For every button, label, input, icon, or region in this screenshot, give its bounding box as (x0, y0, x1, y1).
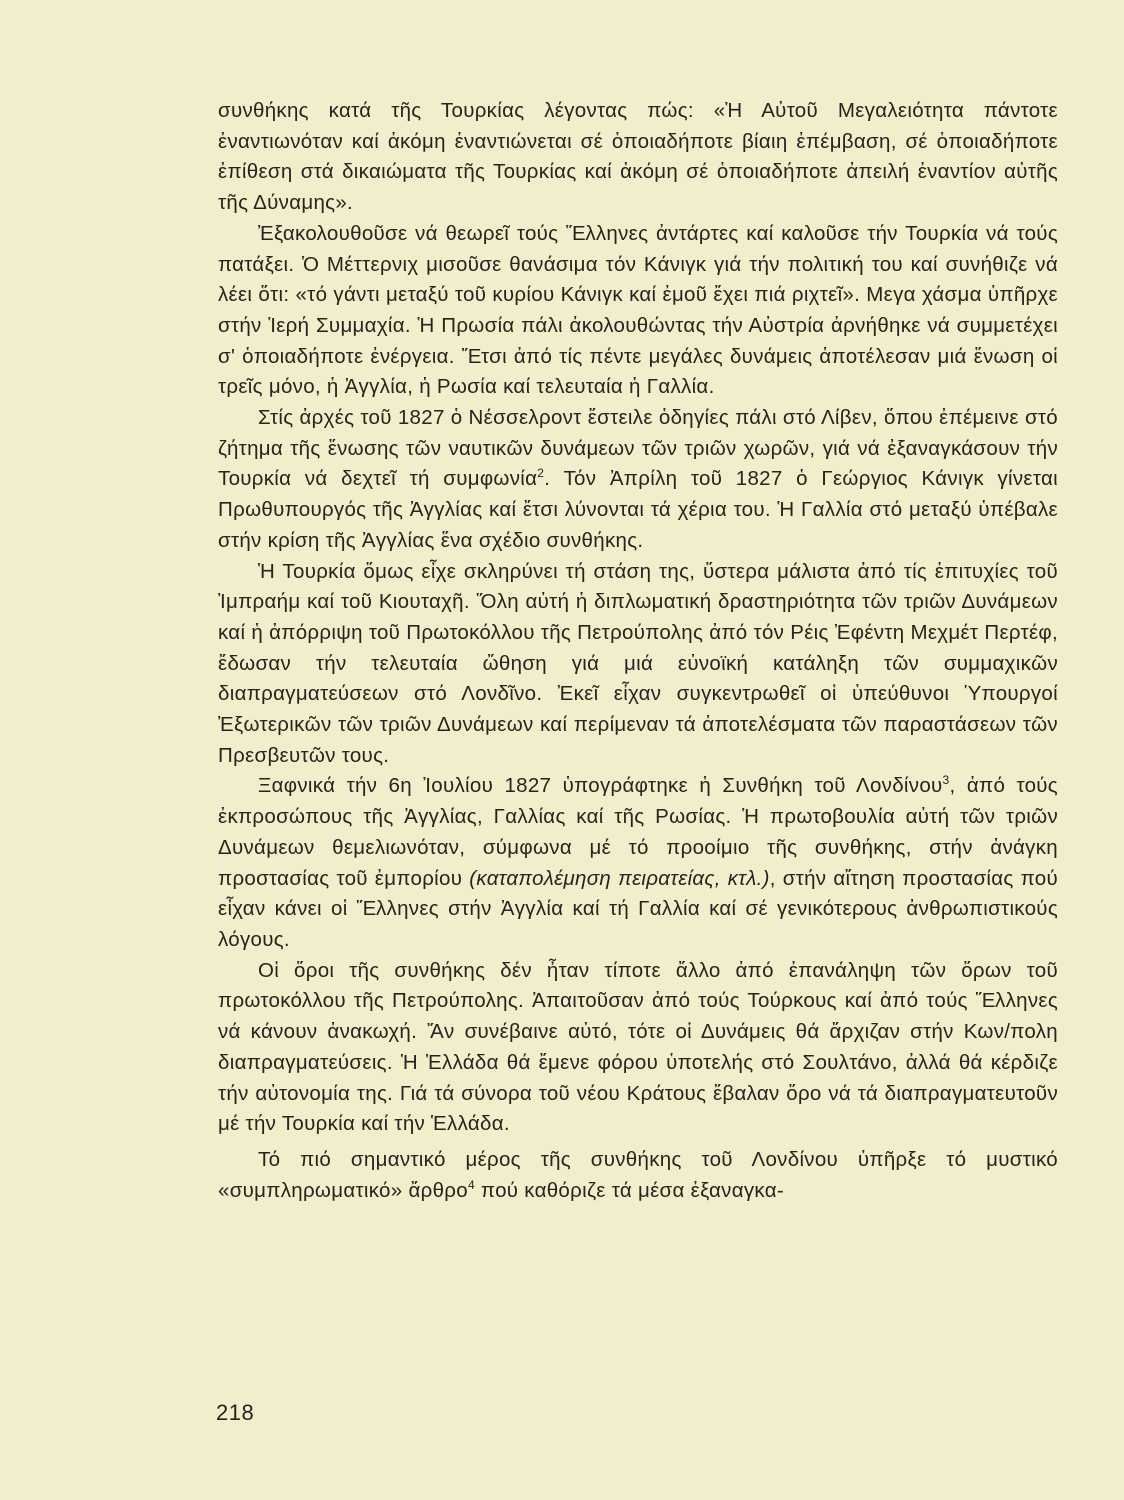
text-segment: Ἡ Τουρκία ὅμως εἶχε σκληρύνει τή στάση της, ὕστερα μάλιστα ἀπό τίς ἐπιτυχίες τοῦ Ἰμπραήμ καί τοῦ Κιουταχῆ. Ὅλη αὐτή ἡ διπλωματική δραστηριότητα τῶν τριῶν Δυνάμεων καί ἡ ἀπόρριψη τοῦ Πρωτοκόλλου τῆς Πετρούπολης ἀπό τόν Ρέις Ἐφέντη Μεχμέτ Περτέφ, ἔδωσαν τήν τελευταία ὤθηση γιά μιά εὐνοϊκή κατάληξη τῶν συμμαχικῶν διαπραγματεύσεων στό Λονδῖνο. Ἐκεῖ εἶχαν συγκεντρωθεῖ οἱ ὑπεύθυνοι Ὑπουργοί Ἐξωτερικῶν τῶν τριῶν Δυνάμεων καί περίμεναν τά ἀποτελέσματα τῶν παραστάσεων τῶν Πρεσβευτῶν τους. (218, 559, 1058, 767)
text-segment: , ἀπό τούς ἐκπροσώπους τῆς Ἀγγλίας, Γαλλίας καί τῆς Ρωσίας. Ἡ πρωτοβουλία αὐτή τῶν τριῶν Δυνάμεων θεμελιωνόταν, σύμφωνα μέ τό προοίμιο τῆς συνθήκης, στήν ἀνάγκη προστασίας τοῦ ἐμπορίου (218, 774, 1058, 890)
page-number: 218 (216, 1400, 255, 1425)
paragraph-1 (218, 96, 1058, 219)
footnote-ref-2[interactable]: 2 (537, 466, 545, 481)
paragraph-2 (218, 219, 1058, 403)
text-segment: Οἱ ὅροι τῆς συνθήκης δέν ἦταν τίποτε ἄλλο ἀπό ἐπανάληψη τῶν ὅρων τοῦ πρωτοκόλλου τῆς Πετρούπολης. Ἀπαιτοῦσαν ἀπό τούς Τούρκους καί ἀπό τούς Ἕλληνες νά κάνουν ἀνακωχή. Ἄν συνέβαινε αὐτό, τότε οἱ Δυνάμεις θά ἄρχιζαν στήν Κων/πολη διαπραγματεύσεις. Ἡ Ἑλλάδα θά ἔμενε φόρου ὑποτελής στό Σουλτάνο, ἀλλά θά κέρδιζε τήν αὐτονομία της. Γιά τά σύνορα τοῦ νέου Κράτους ἔβαλαν ὅρο νά τά διαπραγματευτοῦν μέ τήν Τουρκία καί τήν Ἑλλάδα. (218, 958, 1058, 1136)
paragraph-3 (218, 403, 1058, 557)
paragraph-6 (218, 956, 1058, 1140)
text-segment: . Τόν Ἀπρίλη τοῦ 1827 ὁ Γεώργιος Κάνιγκ γίνεται Πρωθυπουργός τῆς Ἀγγλίας καί ἔτσι λύνονται τά χέρια του. Ἡ Γαλλία στό μεταξύ ὑπέβαλε στήν κρίση τῆς Ἀγγλίας ἕνα σχέδιο συνθήκης. (218, 467, 1058, 552)
text-segment: Ξαφνικά τήν 6η Ἰουλίου 1827 ὑπογράφτηκε ἡ Συνθήκη τοῦ Λονδίνου (258, 774, 943, 798)
body-text (218, 96, 1058, 1206)
paragraph-4 (218, 557, 1058, 772)
footnote-ref-4[interactable]: 4 (467, 1177, 475, 1192)
text-segment: Τό πιό σημαντικό μέρος τῆς συνθήκης τοῦ Λονδίνου ὑπῆρξε τό μυστικό «συμπληρωματικό» ἄρθρο (218, 1147, 1058, 1202)
text-segment: Στίς ἀρχές τοῦ 1827 ὁ Νέσσελροντ ἔστειλε ὁδηγίες πάλι στό Λίβεν, ὅπου ἐπέμεινε στό ζήτημα τῆς ἕνωσης τῶν ναυτικῶν δυνάμεων τῶν τριῶν χωρῶν, γιά νά ἐξαναγκάσουν τήν Τουρκία νά δεχτεῖ τή συμφωνία (218, 406, 1058, 491)
text-segment: , στήν αἴτηση προστασίας πού εἶχαν κάνει οἱ Ἕλληνες στήν Ἀγγλία καί τή Γαλλία καί σέ γενικότερους ἀνθρωπιστικούς λόγους. (218, 866, 1058, 951)
text-segment: Ἐξακολουθοῦσε νά θεωρεῖ τούς Ἕλληνες ἀντάρτες καί καλοῦσε τήν Τουρκία νά τούς πατάξει. Ὁ Μέττερνιχ μισοῦσε θανάσιμα τόν Κάνιγκ γιά τήν πολιτική του καί συνήθιζε νά λέει ὅτι: «τό γάντι μεταξύ τοῦ κυρίου Κάνιγκ καί ἐμοῦ ἔχει πιά ριχτεῖ». Μεγα χάσμα ὑπῆρχε στήν Ἱερή Συμμαχία. Ἡ Πρωσία πάλι ἀκολουθώντας τήν Αὐστρία ἀρνήθηκε νά συμμετέχει σ' ὁποιαδήποτε ἐνέργεια. Ἔτσι ἀπό τίς πέντε μεγάλες δυνάμεις ἀποτέλεσαν μιά ἕνωση οἱ τρεῖς μόνο, ἡ Ἀγγλία, ἡ Ρωσία καί τελευταία ἡ Γαλλία. (218, 221, 1058, 399)
text-segment: συνθήκης κατά τῆς Τουρκίας λέγοντας πώς: «Ἡ Αὐτοῦ Μεγαλειότητα πάντοτε ἐναντιωνόταν καί ἀκόμη ἐναντιώνεται σέ ὁποιαδήποτε βίαιη ἐπέμβαση, σέ ὁποιαδήποτε ἐπίθεση στά δικαιώματα τῆς Τουρκίας καί ἀκόμη σέ ὁποιαδήποτε ἀπειλή ἐναντίον αὐτῆς τῆς Δύναμης». (218, 99, 1058, 215)
italic-text-segment: (καταπολέμηση πειρατείας, κτλ.) (469, 866, 770, 890)
paragraph-7 (218, 1145, 1058, 1206)
text-segment: πού καθόριζε τά μέσα ἐξαναγκα- (474, 1178, 784, 1202)
footnote-ref-3[interactable]: 3 (942, 773, 950, 788)
paragraph-5 (218, 771, 1058, 955)
